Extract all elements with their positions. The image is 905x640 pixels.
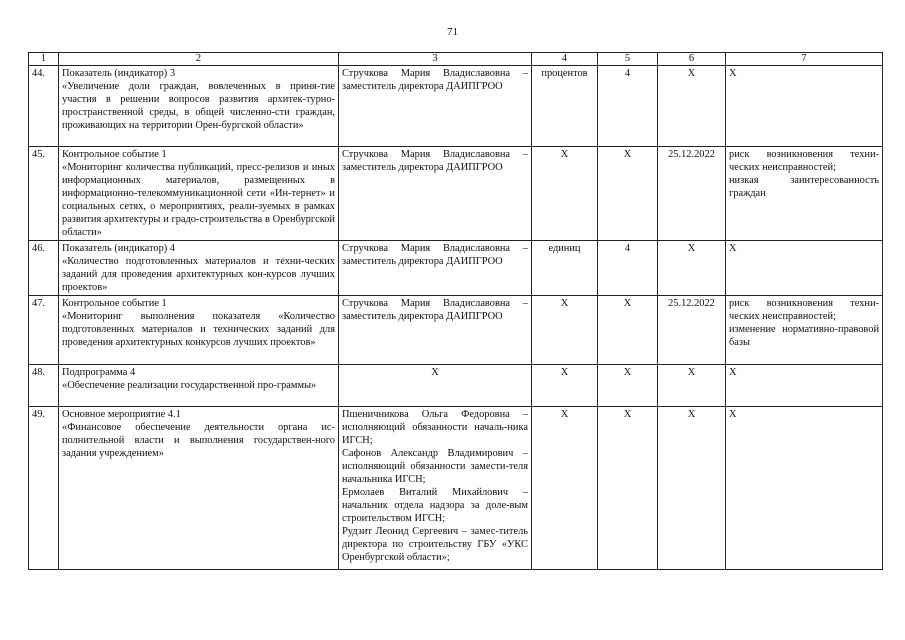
header-col-2: 2 [59, 53, 339, 66]
row-number: 44. [29, 66, 59, 147]
row-title: Контрольное событие 1 [62, 298, 167, 309]
row-number: 49. [29, 407, 59, 570]
risk-item: низкая заинтересованность граждан [729, 175, 879, 199]
table-row [29, 365, 883, 407]
row-col-5: Х [598, 147, 658, 241]
responsible-person: Стручкова Мария Владиславовна – заместитель директора ДАИПГРОО [342, 68, 528, 92]
table-row [29, 241, 883, 296]
responsible-person: Стручкова Мария Владиславовна – заместитель директора ДАИПГРОО [342, 298, 528, 322]
row-desc: «Финансовое обеспечение деятельности органа ис-полнительной власти и выполнения государствен-ного задания учреждением» [62, 422, 335, 459]
row-col-7 [726, 147, 883, 241]
row-col-5: Х [598, 296, 658, 365]
row-desc: «Увеличение доли граждан, вовлеченных в приня-тие участия в решении вопросов развития архитек-турно-пространственной среды, в общей численно-сти граждан, проживающих на территории Орен-бургской области» [62, 81, 335, 131]
risk-item: риск возникновения техни-ческих неисправностей; [729, 149, 879, 173]
responsible-person: Пшеничникова Ольга Федоровна – исполняющий обязанности началь-ника ИГСН; [342, 409, 528, 446]
table-row [29, 296, 883, 365]
row-number: 48. [29, 365, 59, 407]
table-row [29, 66, 883, 147]
row-responsible [339, 147, 532, 241]
row-title: Показатель (индикатор) 3 [62, 68, 176, 79]
row-col-4: Х [532, 147, 598, 241]
row-number: 47. [29, 296, 59, 365]
responsible-person: Стручкова Мария Владиславовна – заместитель директора ДАИПГРОО [342, 243, 528, 267]
plan-table [28, 52, 883, 570]
row-description [59, 365, 339, 407]
responsible-person: Ермолаев Виталий Михайлович – начальник отдела надзора за доле-вым строительством ИГСН; [342, 487, 528, 524]
row-col-4: единиц [532, 241, 598, 296]
table-row [29, 147, 883, 241]
header-col-1: 1 [29, 53, 59, 66]
responsible-person: Стручкова Мария Владиславовна – заместитель директора ДАИПГРОО [342, 149, 528, 173]
header-col-5: 5 [598, 53, 658, 66]
risk-item: Х [729, 409, 737, 420]
row-col-6: Х [658, 365, 726, 407]
row-responsible [339, 407, 532, 570]
row-desc: «Количество подготовленных материалов и техни-ческих заданий для проведения архитектурных кон-курсов лучших проектов» [62, 256, 335, 293]
row-title: Контрольное событие 1 [62, 149, 167, 160]
row-col-6: 25.12.2022 [658, 296, 726, 365]
risk-item: изменение нормативно-правовой базы [729, 324, 879, 348]
header-col-4: 4 [532, 53, 598, 66]
row-description [59, 407, 339, 570]
row-title: Показатель (индикатор) 4 [62, 243, 176, 254]
page-number: 71 [447, 26, 458, 38]
risk-item: Х [729, 367, 737, 378]
risk-item: риск возникновения техни-ческих неисправностей; [729, 298, 879, 322]
row-description [59, 241, 339, 296]
header-col-7: 7 [726, 53, 883, 66]
row-col-4: Х [532, 296, 598, 365]
row-col-7 [726, 241, 883, 296]
responsible-person: Сафонов Александр Владимирович – исполняющий обязанности замести-теля начальника ИГСН; [342, 448, 528, 485]
row-col-7 [726, 296, 883, 365]
row-responsible [339, 296, 532, 365]
row-col-6: 25.12.2022 [658, 147, 726, 241]
responsible-person: Рудзит Леонид Сергеевич – замес-титель директора по строительству ГБУ «УКС Оренбургской области»; [342, 526, 528, 563]
row-col-5: Х [598, 365, 658, 407]
risk-item: Х [729, 68, 737, 79]
row-description [59, 296, 339, 365]
row-col-6: Х [658, 66, 726, 147]
row-responsible [339, 241, 532, 296]
row-col-6: Х [658, 407, 726, 570]
row-desc: «Обеспечение реализации государственной про-граммы» [62, 380, 317, 391]
row-description [59, 66, 339, 147]
row-description [59, 147, 339, 241]
row-col-7 [726, 407, 883, 570]
row-title: Основное мероприятие 4.1 [62, 409, 181, 420]
row-col-4: процентов [532, 66, 598, 147]
table-header [29, 53, 883, 66]
row-col-5: 4 [598, 66, 658, 147]
row-col-6: Х [658, 241, 726, 296]
header-row [29, 53, 883, 66]
risk-item: Х [729, 243, 737, 254]
row-number: 45. [29, 147, 59, 241]
row-desc: «Мониторинг выполнения показателя «Количество подготовленных материалов и технических заданий для проведения архитектурных конкурсов лучших проектов» [62, 311, 335, 348]
row-desc: «Мониторинг количества публикаций, пресс-релизов и иных информационных материалов, размещенных в информационно-телекоммуникационной сети «Ин-тернет» и социальных сетях, о мероприятиях, реали-зуемых в рамках развития архитектуры и градо-строительства в Оренбургской области» [62, 162, 335, 238]
row-col-5: Х [598, 407, 658, 570]
header-col-3: 3 [339, 53, 532, 66]
row-col-7 [726, 66, 883, 147]
row-col-4: Х [532, 365, 598, 407]
row-col-5: 4 [598, 241, 658, 296]
table-row [29, 407, 883, 570]
row-number: 46. [29, 241, 59, 296]
row-responsible [339, 66, 532, 147]
row-title: Подпрограмма 4 [62, 367, 136, 378]
header-col-6: 6 [658, 53, 726, 66]
row-col-4: Х [532, 407, 598, 570]
table-body [29, 66, 883, 570]
row-col-7 [726, 365, 883, 407]
row-responsible: Х [339, 365, 532, 407]
